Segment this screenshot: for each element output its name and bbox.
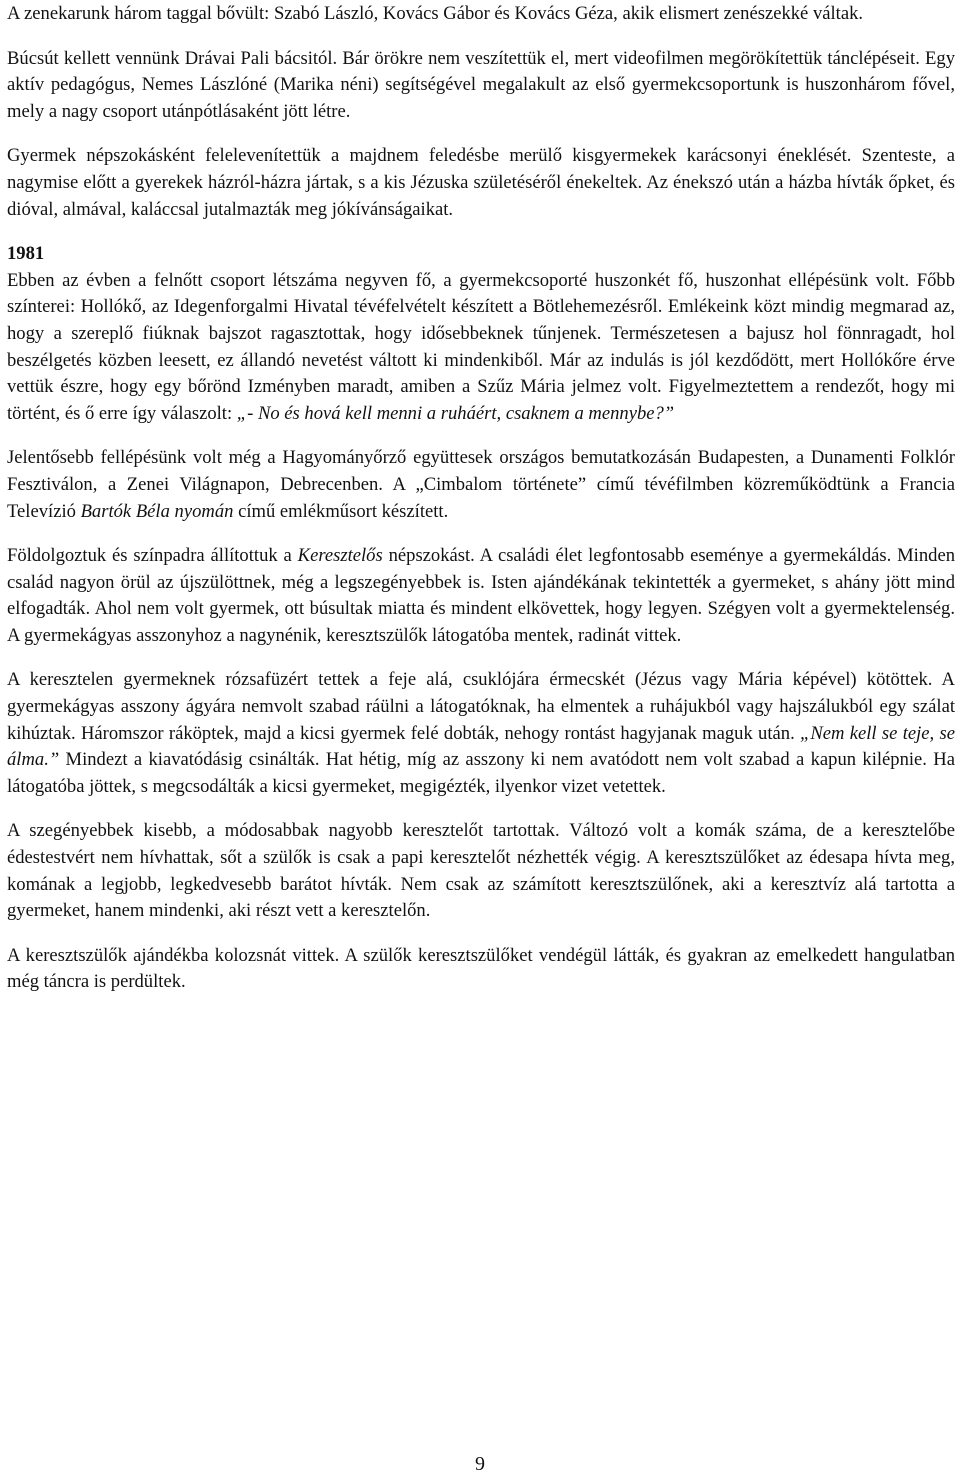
document-page xyxy=(7,0,955,996)
paragraph-rosary xyxy=(7,667,955,800)
paragraph-1981-quote: „- No és hová kell menni a ruháért, csaknem a mennybe?” xyxy=(236,402,675,424)
paragraph-christening-italic: Keresztelős xyxy=(297,545,383,567)
page-number: 9 xyxy=(475,1453,485,1475)
paragraph-rosary-text: A keresztelen gyermeknek rózsafüzért tettek a feje alá, csuklójára érmecskét (Jézus vagy Mária képével) kötöttek. A gyermekágyas asszony ágyára nemvolt szabad ráülni a látogatóknak, ha elmentek a ruhájukból vagy hajszálukból egy szálat kihúztak. Háromszor ráköptek, majd a kicsi gyermek felé dobták, nehogy rontást hagyjanak maguk után. xyxy=(7,669,955,744)
paragraph-rosary-italic: „Nem kell se teje, se álma.” xyxy=(7,722,955,771)
paragraph-christmas-singing: Gyermek népszokásként felelevenítettük a majdnem feledésbe merülő kisgyermekek karácsonyi éneklését. Szenteste, a nagymise előtt a gyerekek házról-házra jártak, s a kis Jézuska születéséről énekeltek. Az énekszó után a házba hívták őpket, és dióval, almával, kaláccsal jutalmazták meg jókívánságaikat. xyxy=(7,145,955,220)
paragraph-christening-custom xyxy=(7,543,955,649)
section-year-1981: 1981 xyxy=(7,243,45,265)
paragraph-dravai-pali: Búcsút kellett vennünk Drávai Pali bácsitól. Bár örökre nem veszítettük el, mert videofilmen megörökítettük tánclépéseit. Egy aktív pedagógus, Nemes Lászlóné (Marika néni) segítségével megalakult az első gyermekcsoportunk is huszonhárom fővel, mely a nagy csoport utánpótlásaként jött létre. xyxy=(7,47,955,122)
paragraph-performances-text: Jelentősebb fellépésünk volt még a Hagyományőrző együttesek országos bemutatkozásán Budapesten, a Dunamenti Folklór Fesztiválon, a Zenei Világnapon, Debrecenben. A „Cimbalom története” című tévéfilmben közreműködtünk a Francia Televízió xyxy=(7,447,955,522)
paragraph-christening-text: Földolgoztuk és színpadra állítottuk a xyxy=(7,545,298,567)
paragraph-poorer-families: A szegényebbek kisebb, a módosabbak nagyobb keresztelőt tartottak. Változó volt a komák száma, de a keresztelőbe édestestvért nem hívhattak, sőt a szülők is csak a papi keresztelőt nézhették végig. A keresztszülőket az édesapa hívta meg, komának a legjobb, legkedvesebb barátot hívták. Nem csak az számított keresztszülőnek, aki a keresztvíz alá tartotta a gyermeket, hanem mindenki, aki részt vett a keresztelőn. xyxy=(7,820,955,922)
paragraph-performances xyxy=(7,445,955,525)
paragraph-performances-italic: Bartók Béla nyomán xyxy=(80,500,234,522)
paragraph-performances-text-end: című emlékműsort készített. xyxy=(233,500,449,522)
paragraph-band-members: A zenekarunk három taggal bővült: Szabó László, Kovács Gábor és Kovács Géza, akik elismert zenészekké váltak. xyxy=(7,3,864,24)
paragraph-christening-text-end: népszokást. A családi élet legfontosabb eseménye a gyermekáldás. Minden család nagyon örül az újszülöttnek, még a legszegényebbek is. Isten ajándékának tekintették a gyermeket, s ahány jött mind elfogadták. Ahol nem volt gyermek, ott búsultak miatta és mindent elkövettek, hogy legyen. Szégyen volt a gyermektelenség. A gyermekágyas asszonyhoz a nagynénik, keresztszülők látogatóba mentek, radinát vittek. xyxy=(7,545,955,646)
paragraph-rosary-text-end: Mindezt a kiavatódásig csinálták. Hat hétig, míg az asszony ki nem avatódott nem volt szabad a kapun kilépnie. Ha látogatóba jöttek, s megcsodálták a kicsi gyermeket, megigézték, ilyenkor vizet vetettek. xyxy=(7,749,955,797)
paragraph-gifts: A keresztszülők ajándékba kolozsnát vittek. A szülők keresztszülőket vendégül látták, és gyakran az emelkedett hangulatban még táncra is perdültek. xyxy=(7,944,955,993)
paragraph-1981 xyxy=(7,268,955,428)
paragraph-1981-text: Ebben az évben a felnőtt csoport létszáma negyven fő, a gyermekcsoporté huszonkét fő, huszonhat ellépésünk volt. Főbb színterei: Hollókő, az Idegenforgalmi Hivatal tévéfelvételt készített a Bötlehemezésről. Emlékeink közt mindig megmarad az, hogy a szereplő fiúknak bajszot ragasztottak, hogy idősebbeknek tűnjenek. Természetesen a bajusz hol fönnragadt, hol beszélgetés közben leesett, ez állandó nevetést váltott ki mindenkiből. Már az indulás is jól kezdődött, mert Hollókőre érve vettük észre, hogy egy bőrönd Izményben maradt, amiben a Szűz Mária jelmez volt. Figyelmeztettem a rendezőt, hogy mi történt, és ő erre így válaszolt: xyxy=(7,269,955,424)
